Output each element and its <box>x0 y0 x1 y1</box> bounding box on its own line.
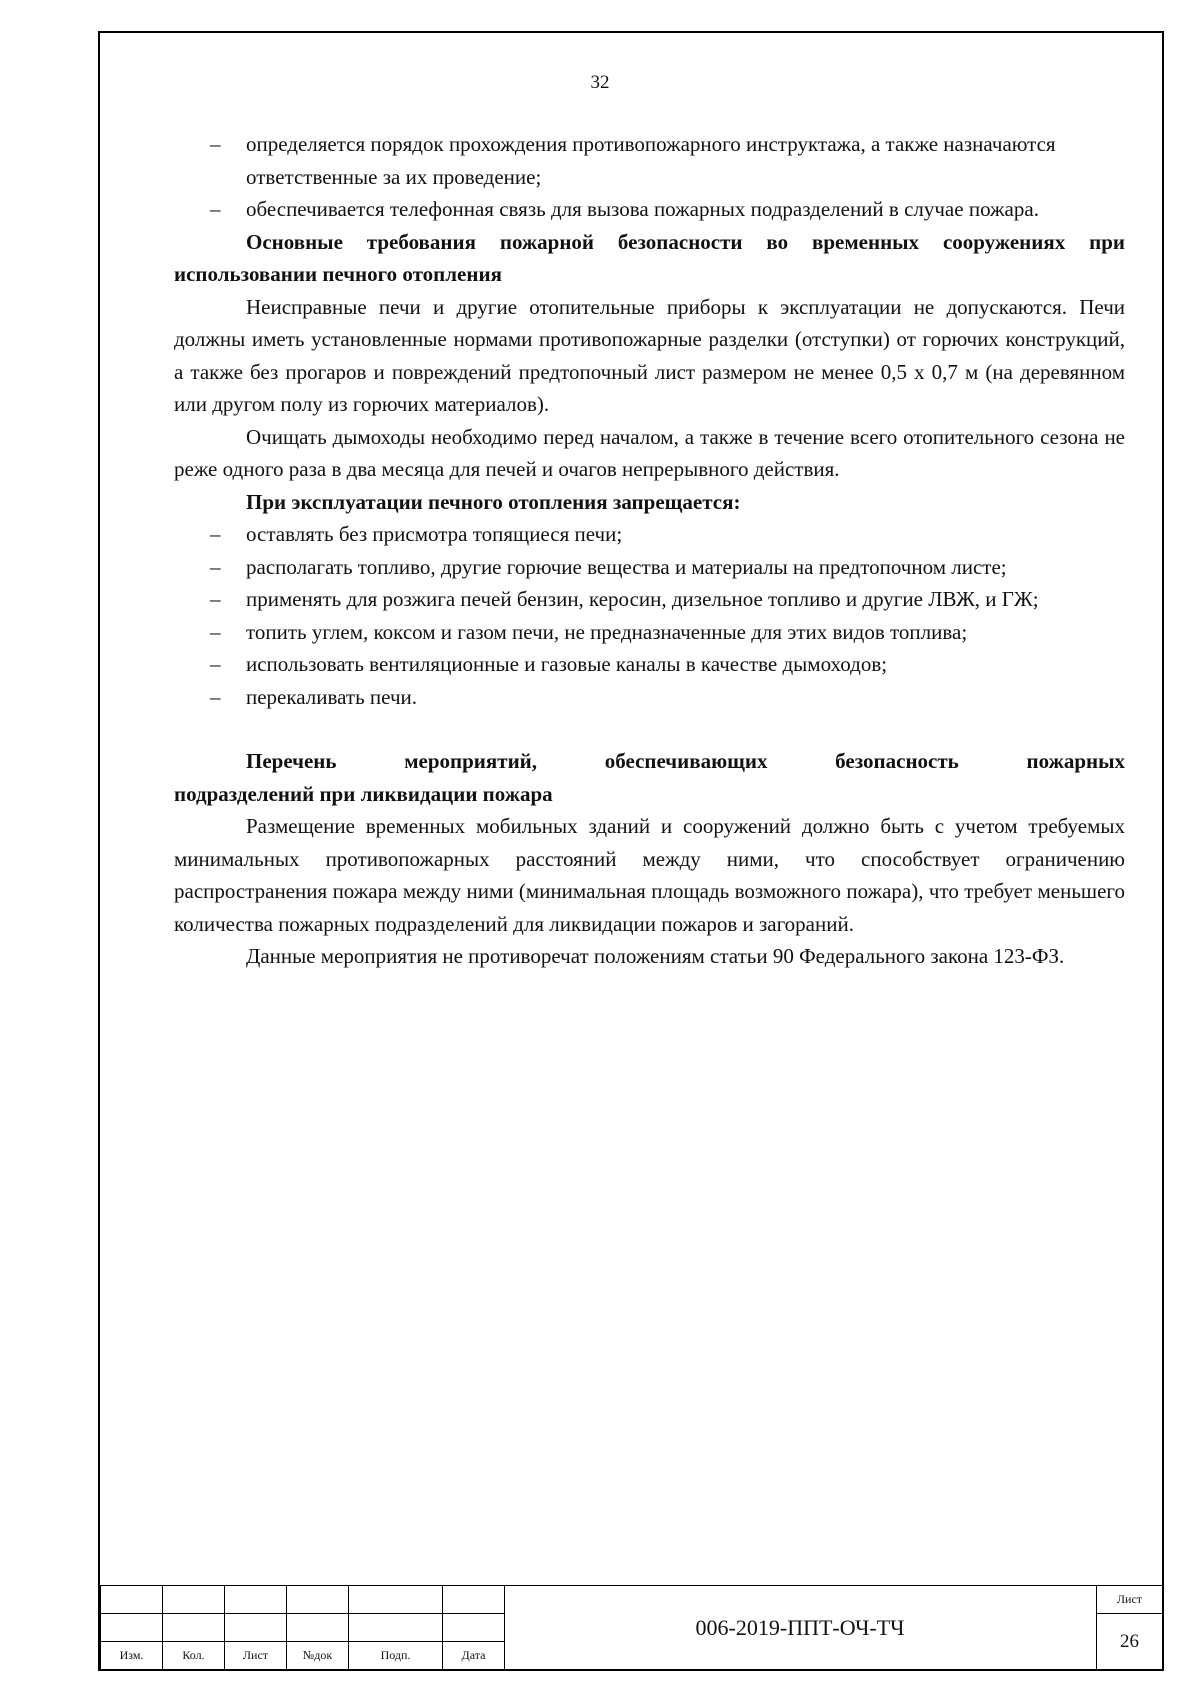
page-number: 32 <box>590 72 610 93</box>
document-code: 006-2019-ППТ-ОЧ-ТЧ <box>504 1585 1096 1669</box>
section-heading-stove-heating: Основные требования пожарной безопасности во временных сооружениях при использовании печного отопления <box>174 229 1125 286</box>
stamp-cell <box>349 1586 443 1614</box>
dash-marker: – <box>210 619 221 644</box>
stamp-cell <box>287 1586 349 1614</box>
dash-marker: – <box>210 587 221 611</box>
paragraph: Неисправные печи и другие отопительные приборы к эксплуатации не допускаются. Печи должны иметь установленные нормами противопожарные разделки (отступки) от горючих конструкций, а также без прогаров и повреждений предтопочный лист размером не менее 0,5 х 0,7 м (на деревянном или другом полу из горючих материалов). <box>174 294 1125 416</box>
stamp-col-header: №док <box>287 1642 349 1670</box>
paragraph: Размещение временных мобильных зданий и сооружений должно быть с учетом требуемых минимальных противопожарных расстояний между ними, что способствует ограничению распространения пожара между ними (минимальная площадь возможного пожара), что требует меньшего количества пожарных подразделений для ликвидации пожаров и загораний. <box>174 814 1125 936</box>
dash-marker: – <box>210 554 221 579</box>
stamp-cell <box>101 1614 163 1642</box>
stamp-cell <box>225 1586 287 1614</box>
stamp-col-header: Кол. <box>163 1642 225 1670</box>
dash-marker: – <box>210 652 221 676</box>
stamp-cell <box>163 1614 225 1642</box>
spacer <box>174 713 1125 745</box>
revision-table <box>100 1585 505 1670</box>
stamp-col-header: Изм. <box>101 1642 163 1670</box>
prohibited-heading: При эксплуатации печного отопления запрещается: <box>246 489 741 514</box>
stamp-cell <box>443 1586 505 1614</box>
sheet-label: Лист <box>1097 1586 1162 1614</box>
section-heading-safety-measures: Перечень мероприятий, обеспечивающих безопасность пожарных <box>246 749 1125 773</box>
list-item: – обеспечивается телефонная связь для вызова пожарных подразделений в случае пожара. <box>174 193 1125 226</box>
dash-marker: – <box>210 684 221 709</box>
stamp-cell <box>101 1586 163 1614</box>
intro-list <box>174 128 1125 226</box>
list-item: – применять для розжига печей бензин, керосин, дизельное топливо и другие ЛВЖ, и ГЖ; <box>174 583 1125 616</box>
stamp-col-header: Лист <box>225 1642 287 1670</box>
stamp-cell <box>163 1586 225 1614</box>
list-item: – топить углем, коксом и газом печи, не предназначенные для этих видов топлива; <box>174 616 1125 649</box>
paragraph: Очищать дымоходы необходимо перед началом, а также в течение всего отопительного сезона не реже одного раза в два месяца для печей и очагов непрерывного действия. <box>174 424 1125 481</box>
stamp-cell <box>349 1614 443 1642</box>
sheet-number: 26 <box>1120 1631 1139 1652</box>
stamp-cell <box>287 1614 349 1642</box>
list-item: – использовать вентиляционные и газовые каналы в качестве дымоходов; <box>174 648 1125 681</box>
stamp-cell <box>225 1614 287 1642</box>
paragraph: Данные мероприятия не противоречат положениям статьи 90 Федерального закона 123-ФЗ. <box>246 944 1065 968</box>
stamp-col-header: Подп. <box>349 1642 443 1670</box>
list-item: – оставлять без присмотра топящиеся печи; <box>174 518 1125 551</box>
document-body <box>174 128 1125 973</box>
stamp-col-header: Дата <box>443 1642 505 1670</box>
dash-marker: – <box>210 197 221 221</box>
dash-marker: – <box>210 132 221 156</box>
list-item: – располагать топливо, другие горючие вещества и материалы на предтопочном листе; <box>174 551 1125 584</box>
section-heading-safety-measures-cont: подразделений при ликвидации пожара <box>174 781 553 806</box>
prohibited-list <box>174 518 1125 713</box>
sheet-box <box>1096 1585 1162 1669</box>
list-item: – определяется порядок прохождения противопожарного инструктажа, а также назначаются ответственные за их проведение; <box>174 128 1125 193</box>
title-block <box>100 1585 1162 1669</box>
dash-marker: – <box>210 522 221 546</box>
list-item: – перекаливать печи. <box>174 681 1125 714</box>
stamp-cell <box>443 1614 505 1642</box>
